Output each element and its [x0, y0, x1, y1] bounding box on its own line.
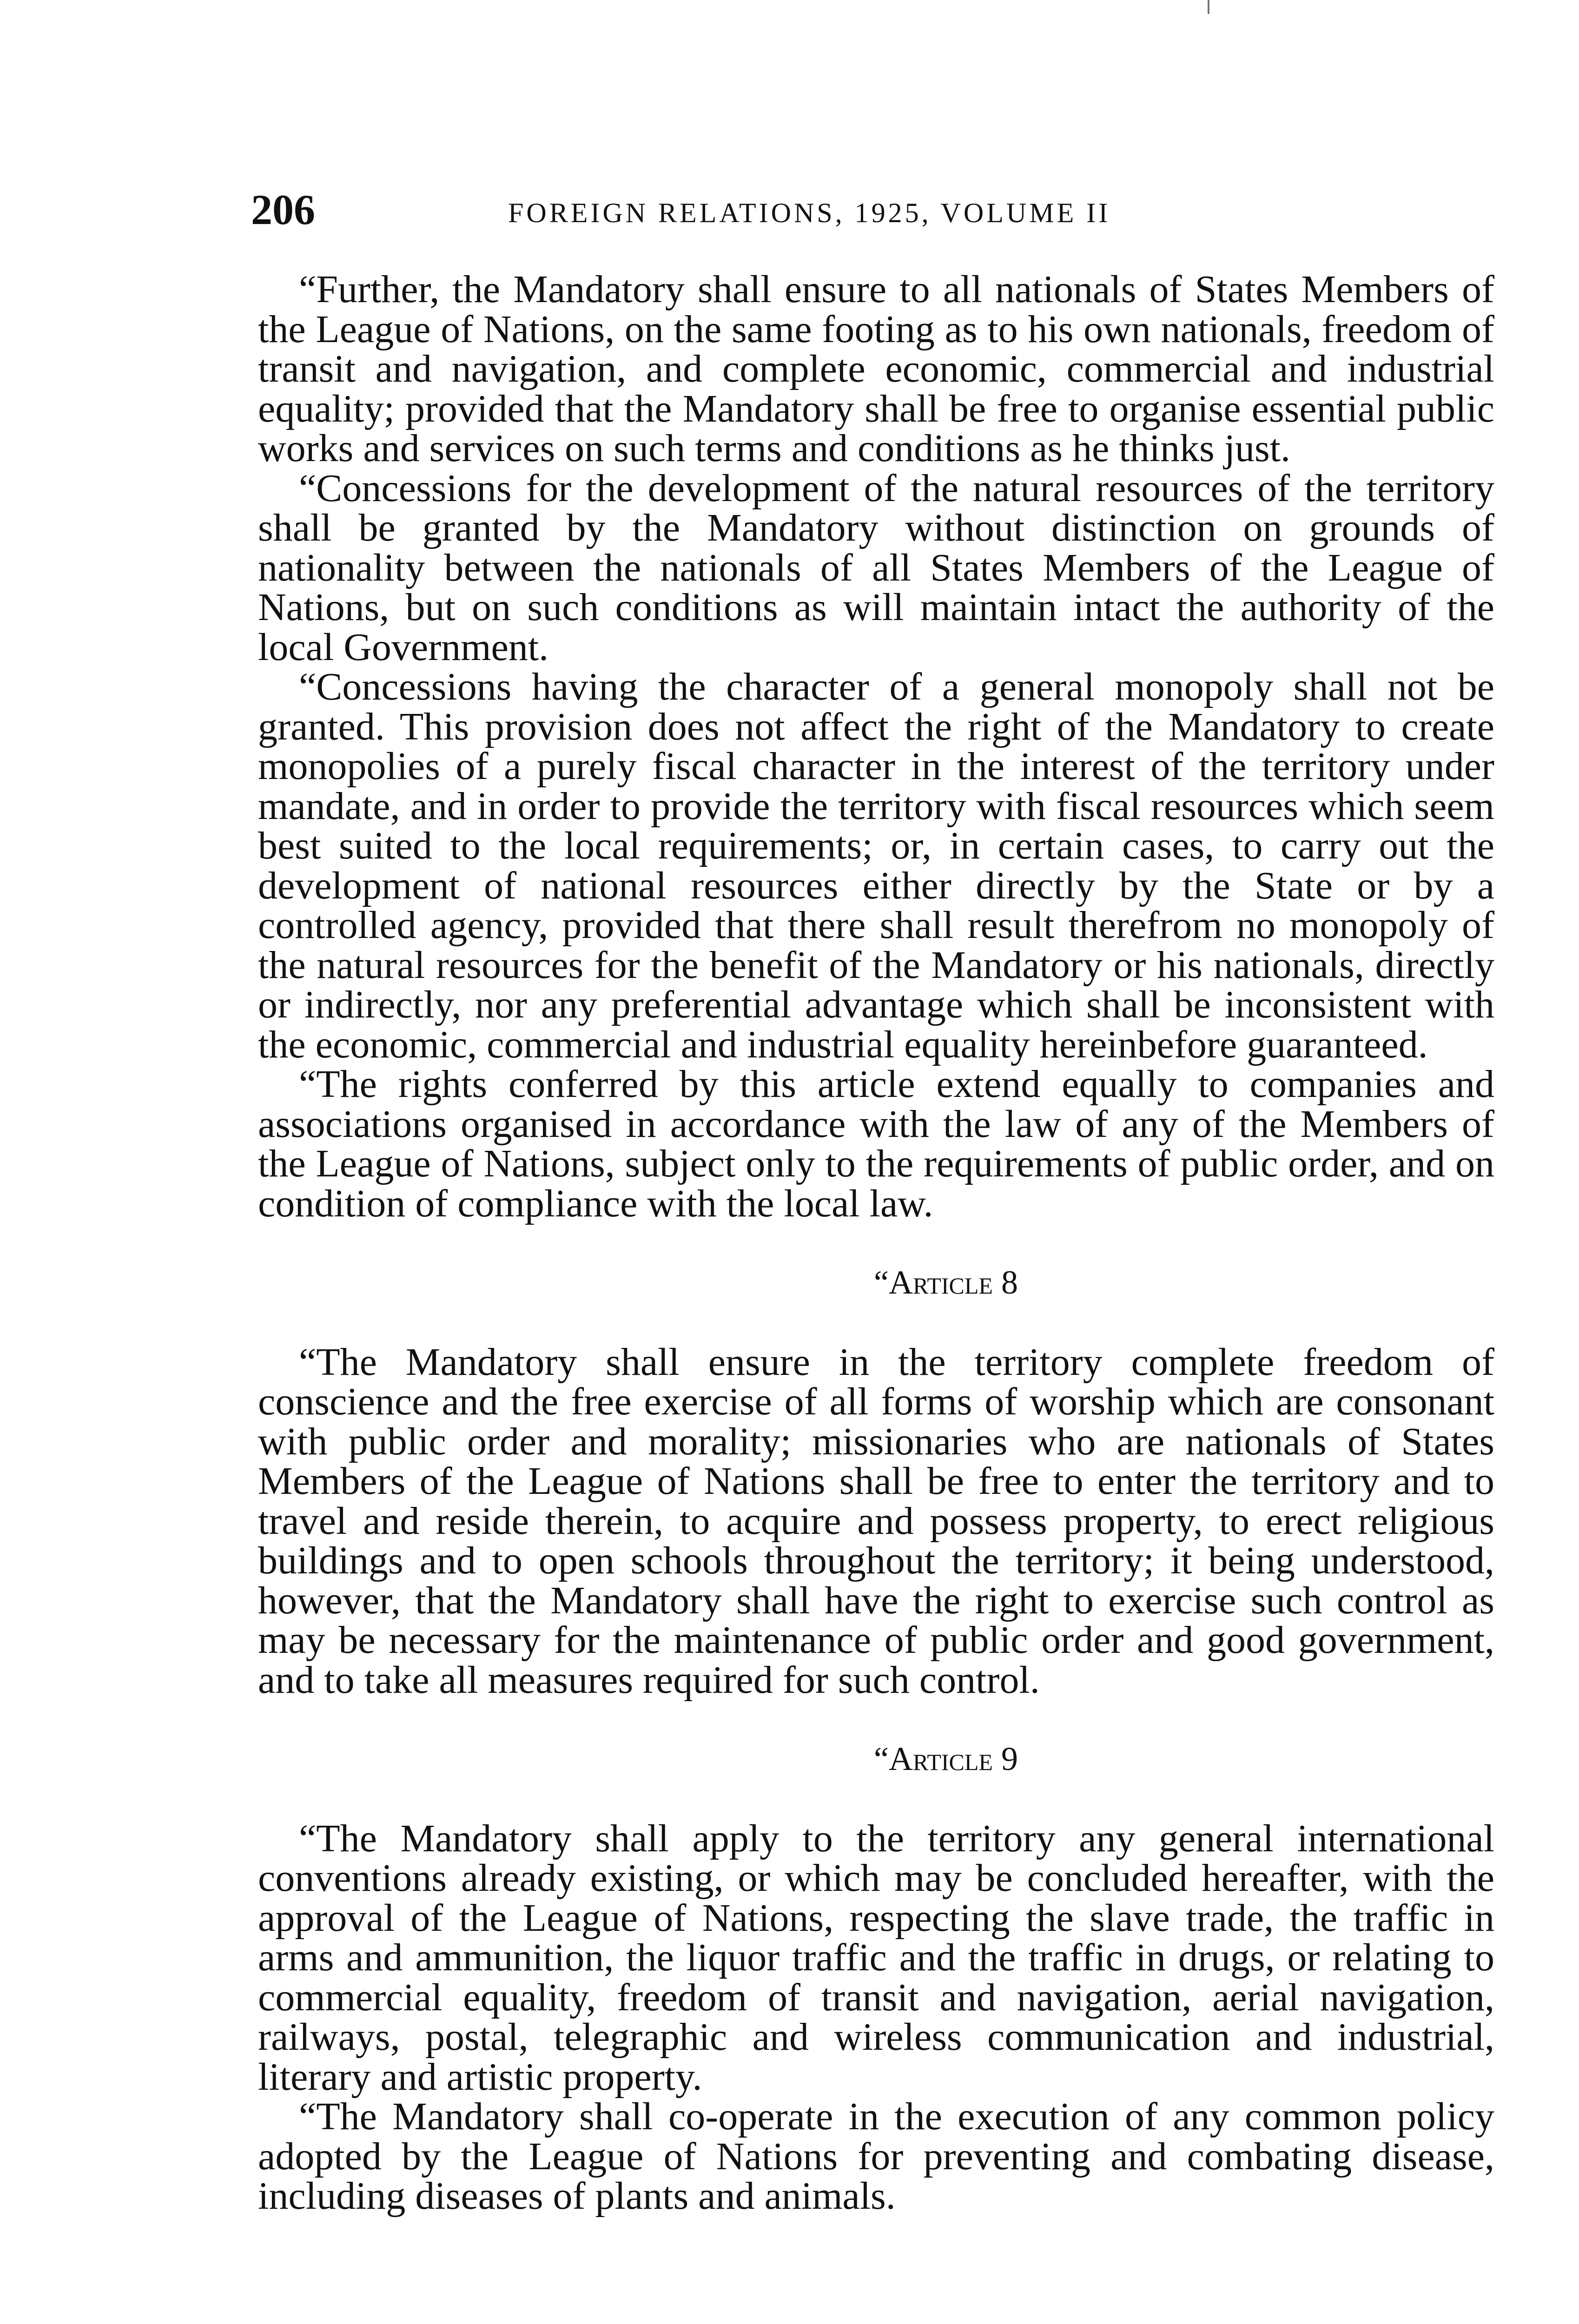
page-header	[251, 184, 1506, 244]
paragraph-concessions-natural-resources: “Concessions for the development of the natural resources of the territory shall be granted by the Mandatory without distinction on grounds of nationality between the nationals of all States Members of the League of Nations, but on such conditions as will maintain intact the authority of the local Government.	[258, 466, 1494, 669]
paragraph-freedom-of-transit: “Further, the Mandatory shall ensure to all nationals of States Members of the League of Nations, on the same footing as to his own nationals, freedom of transit and navigation, and complete economic, commercial and industrial equality; provided that the Mandatory shall be free to organise essential public works and services on such terms and conditions as he thinks just.	[258, 268, 1494, 470]
paragraph-article-9-conventions: “The Mandatory shall apply to the territory any general international conventions already existing, or which may be concluded hereafter, with the approval of the League of Nations, respecting the slave trade, the traffic in arms and ammunition, the liquor traffic and the traffic in drugs, or relating to commercial equality, freedom of transit and navigation, aerial navigation, railways, postal, telegraphic and wireless communication and industrial, literary and artistic property.	[258, 1816, 1494, 2099]
paragraph-concessions-monopoly: “Concessions having the character of a general monopoly shall not be granted. This provision does not affect the right of the Mandatory to create monopolies of a purely fiscal character in the interest of the territory under mandate, and in order to provide the territory with fiscal resources which seem best suited to the local requirements; or, in certain cases, to carry out the development of national resources either directly by the State or by a controlled agency, provided that there shall result therefrom no monopoly of the natural resources for the benefit of the Mandatory or his nationals, directly or indirectly, nor any preferential advantage which shall be inconsistent with the economic, commercial and industrial equality hereinbefore guaranteed.	[258, 665, 1494, 1066]
paragraph-rights-companies: “The rights conferred by this article extend equally to companies and associations organised in accordance with the law of any of the Members of the League of Nations, subject only to the requirements of public order, and on condition of compliance with the local law.	[258, 1063, 1494, 1225]
article-9-heading: “Article 9	[874, 1740, 1018, 1777]
running-head: FOREIGN RELATIONS, 1925, VOLUME II	[508, 198, 1111, 228]
page-number: 206	[251, 186, 315, 233]
article-8-heading: “Article 8	[874, 1264, 1018, 1301]
paragraph-article-8: “The Mandatory shall ensure in the territory complete freedom of conscience and the free exercise of all forms of worship which are consonant with public order and morality; missionaries who are nationals of States Members of the League of Nations shall be free to enter the territory and to travel and reside therein, to acquire and possess property, to erect religious buildings and to open schools throughout the territory; it being understood, however, that the Mandatory shall have the right to exercise such control as may be necessary for the maintenance of public order and good government, and to take all measures required for such control.	[258, 1340, 1494, 1702]
scan-mark-top	[1208, 0, 1209, 14]
body-text	[258, 270, 1494, 2216]
paragraph-article-9-disease: “The Mandatory shall co-operate in the execution of any common policy adopted by the League of Nations for preventing and combating disease, including diseases of plants and animals.	[258, 2095, 1494, 2218]
